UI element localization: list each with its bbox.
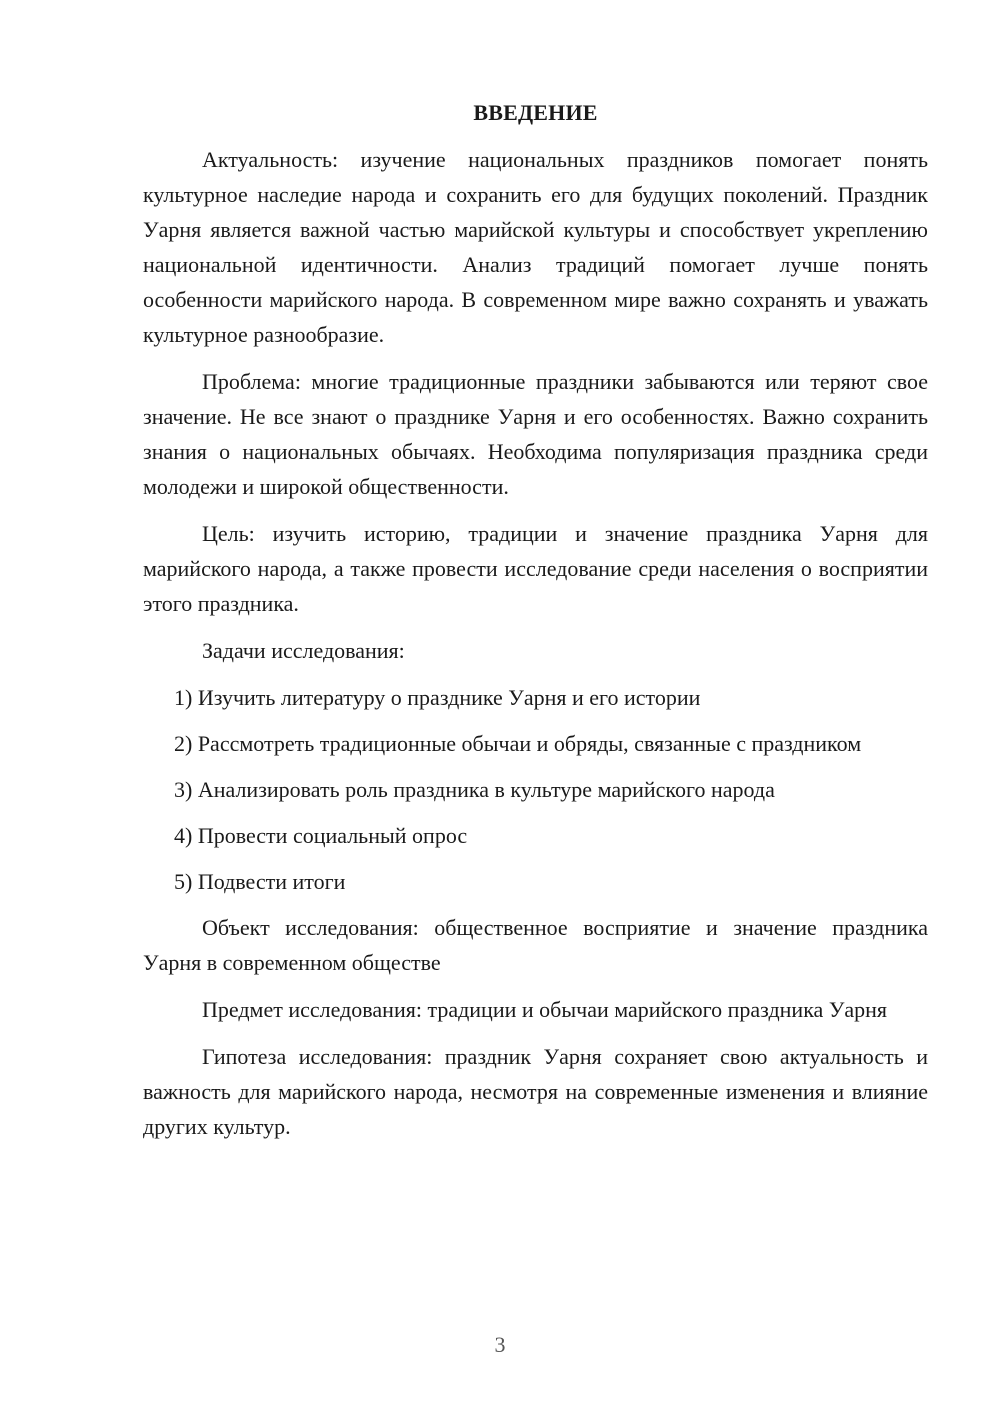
paragraph-relevance: Актуальность: изучение национальных праздников помогает понять культурное наследие народа и сохранить его для будущих поколений. Праздник Уарня является важной частью марийской культуры и способствует укреплению национальной идентичности. Анализ традиций помогает лучше понять особенности марийского народа. В современном мире важно сохранять и уважать культурное разнообразие.	[143, 147, 928, 347]
document-body	[143, 95, 928, 1156]
page-number: 3	[494, 1332, 506, 1357]
tasks-heading: Задачи исследования:	[202, 638, 405, 663]
task-item: 4) Провести социальный опрос	[174, 823, 468, 848]
section-title: ВВЕДЕНИЕ	[473, 100, 598, 125]
task-item: 3) Анализировать роль праздника в культуре марийского народа	[174, 777, 775, 802]
paragraph-subject: Предмет исследования: традиции и обычаи марийского праздника Уарня	[202, 997, 888, 1022]
task-item: 2) Рассмотреть традиционные обычаи и обряды, связанные с праздником	[174, 731, 862, 756]
task-item: 1) Изучить литературу о празднике Уарня и его истории	[174, 685, 701, 710]
paragraph-object: Объект исследования: общественное восприятие и значение праздника Уарня в современном обществе	[143, 915, 928, 975]
paragraph-hypothesis: Гипотеза исследования: праздник Уарня сохраняет свою актуальность и важность для марийского народа, несмотря на современные изменения и влияние других культур.	[143, 1044, 928, 1139]
paragraph-goal: Цель: изучить историю, традиции и значение праздника Уарня для марийского народа, а также провести исследование среди населения о восприятии этого праздника.	[143, 521, 928, 616]
paragraph-problem: Проблема: многие традиционные праздники забываются или теряют свое значение. Не все знают о празднике Уарня и его особенностях. Важно сохранить знания о национальных обычаях. Необходима популяризация праздника среди молодежи и широкой общественности.	[143, 369, 928, 499]
task-item: 5) Подвести итоги	[174, 869, 346, 894]
